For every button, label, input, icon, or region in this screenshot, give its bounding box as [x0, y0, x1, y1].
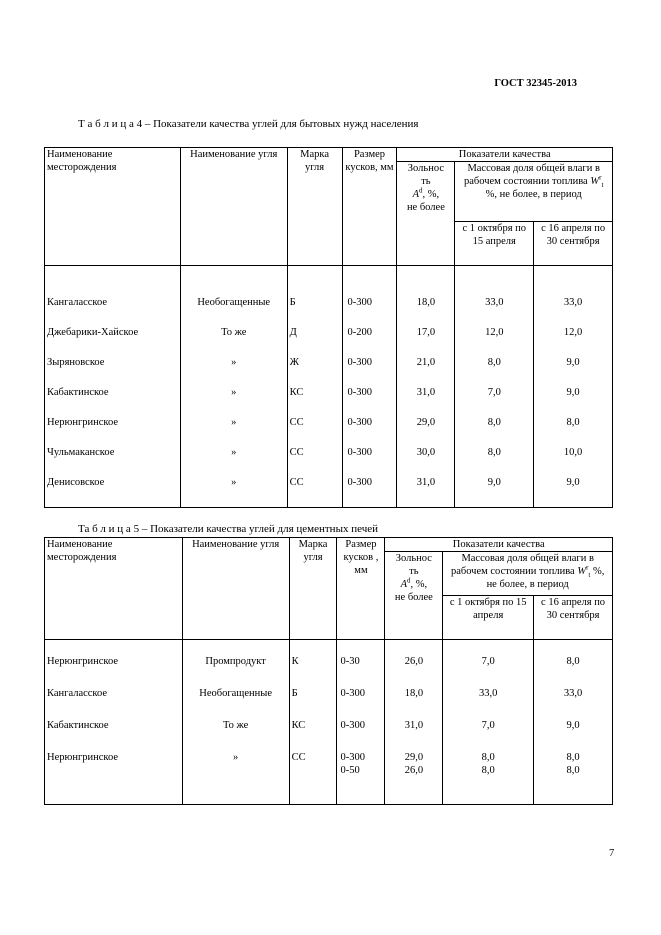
cell-value: » — [231, 417, 237, 428]
cell-m2 — [536, 476, 610, 506]
cell-value: » — [231, 387, 237, 398]
t5-header-period1: с 1 октября по 15 апреля — [443, 596, 534, 640]
cell-value: 31,0 — [416, 477, 436, 488]
cell-grade — [290, 416, 340, 446]
cell-coal — [183, 386, 285, 416]
cell-coal — [183, 326, 285, 356]
document-code: ГОСТ 32345-2013 — [494, 78, 577, 89]
cell-value: 31,0 — [404, 720, 424, 731]
t5-col-m1 — [443, 640, 534, 805]
cell-grade — [292, 751, 335, 783]
cell-m1 — [457, 296, 531, 326]
cell-value: К — [291, 656, 299, 667]
t5-header-period2: с 16 апреля по 30 сентября — [534, 596, 613, 640]
cell-value: 18,0 — [404, 688, 424, 699]
cell-value: Джебарики-Хайское — [47, 327, 139, 338]
cell-value: Б — [289, 297, 296, 308]
t5-header-ash: Зольнос ть $A^d$, %, не более — [385, 552, 443, 640]
cell-size — [348, 476, 395, 506]
cell-value: 8,0 — [566, 765, 580, 776]
cell-deposit — [47, 655, 180, 687]
cell-value: Ж — [289, 357, 300, 368]
cell-ash — [399, 476, 452, 506]
cell-grade — [290, 296, 340, 326]
cell-deposit — [47, 446, 178, 476]
cell-value: 12,0 — [563, 327, 583, 338]
cell-value: 26,0 — [404, 765, 424, 776]
cell-value: 8,0 — [487, 417, 501, 428]
table5 — [44, 537, 613, 805]
cell-value: То же — [222, 720, 249, 731]
t4-col-ash — [397, 266, 455, 508]
t5-col-coal — [182, 640, 289, 805]
cell-size — [348, 446, 395, 476]
cell-size — [340, 687, 382, 719]
cell-grade — [290, 356, 340, 386]
cell-value: 10,0 — [563, 447, 583, 458]
cell-value: » — [231, 357, 237, 368]
t5-header-quality: Показатели качества — [385, 538, 613, 552]
cell-value: 29,0 — [416, 417, 436, 428]
t4-header-quality: Показатели качества — [397, 148, 613, 162]
cell-value: 12,0 — [485, 327, 504, 338]
t4-header-grade: Марка угля — [287, 148, 342, 266]
cell-ash — [387, 751, 440, 783]
cell-value: Д — [289, 327, 297, 338]
t4-header-coal: Наименование угля — [180, 148, 287, 266]
cell-ash — [399, 416, 452, 446]
cell-m1 — [445, 655, 531, 687]
table5-caption-text: – Показатели качества углей для цементных печей — [139, 523, 379, 535]
cell-m2 — [536, 326, 610, 356]
cell-value: 0-300 — [347, 387, 373, 398]
cell-value: 7,0 — [481, 656, 495, 667]
t5-header-size: Размер кусков , мм — [337, 538, 385, 640]
cell-deposit — [47, 356, 178, 386]
cell-grade — [290, 446, 340, 476]
cell-m2 — [536, 296, 610, 326]
cell-size — [348, 326, 395, 356]
cell-value: 8,0 — [481, 752, 495, 763]
table5-caption — [78, 523, 378, 535]
cell-value: Кангаласское — [47, 297, 108, 308]
cell-deposit — [47, 296, 178, 326]
cell-value: Необогащенные — [199, 688, 273, 699]
page-number: 7 — [609, 848, 615, 859]
cell-grade — [292, 719, 335, 751]
cell-value: СС — [289, 447, 304, 458]
cell-coal — [185, 687, 287, 719]
cell-value: » — [231, 477, 237, 488]
cell-value: Кангаласское — [47, 688, 108, 699]
cell-value: 0-30 — [340, 656, 360, 667]
cell-value: 0-300 — [347, 297, 373, 308]
cell-ash — [399, 446, 452, 476]
t4-header-period2: с 16 апреля по 30 сентября — [534, 222, 613, 266]
cell-size — [340, 719, 382, 751]
t4-header-moisture: Массовая доля общей влаги в рабочем состоянии топлива $W^r_t$ %, не более, в период — [455, 162, 613, 222]
cell-m2 — [536, 751, 610, 783]
cell-coal — [183, 296, 285, 326]
cell-coal — [183, 446, 285, 476]
cell-deposit — [47, 476, 178, 506]
cell-coal — [185, 751, 287, 783]
cell-value: Кабактинское — [47, 387, 109, 398]
cell-ash — [399, 296, 452, 326]
table4-caption-text: – Показатели качества углей для бытовых нужд населения — [142, 118, 419, 130]
cell-value: 9,0 — [566, 387, 580, 398]
cell-value: 33,0 — [485, 297, 504, 308]
t5-col-m2 — [534, 640, 613, 805]
cell-m1 — [445, 751, 531, 783]
cell-m1 — [457, 326, 531, 356]
cell-grade — [292, 655, 335, 687]
cell-value: СС — [289, 477, 304, 488]
cell-m1 — [445, 719, 531, 751]
cell-value: 33,0 — [563, 688, 583, 699]
cell-value: Необогащенные — [197, 297, 271, 308]
cell-m1 — [457, 446, 531, 476]
cell-ash — [399, 326, 452, 356]
t5-col-grade — [289, 640, 337, 805]
cell-value: 8,0 — [487, 447, 501, 458]
t5-header-moisture: Массовая доля общей влаги в рабочем состоянии топлива $W^r_t$ %, не более, в период — [443, 552, 613, 596]
cell-value: Нерюнгринское — [47, 752, 119, 763]
t4-header-deposit: Наименование месторождения — [45, 148, 181, 266]
t5-header-coal: Наименование угля — [182, 538, 289, 640]
cell-value: 0-300 — [347, 447, 373, 458]
cell-value: Нерюнгринское — [47, 417, 119, 428]
cell-deposit — [47, 326, 178, 356]
table4-caption — [78, 118, 418, 130]
cell-m2 — [536, 719, 610, 751]
cell-value: » — [233, 752, 239, 763]
cell-value: 8,0 — [566, 417, 580, 428]
cell-value: 33,0 — [563, 297, 583, 308]
cell-value: КС — [289, 387, 304, 398]
cell-m2 — [536, 655, 610, 687]
t4-col-deposit — [45, 266, 181, 508]
cell-ash — [387, 655, 440, 687]
cell-coal — [183, 416, 285, 446]
cell-value: 33,0 — [479, 688, 498, 699]
cell-value: Б — [291, 688, 298, 699]
cell-value: Денисовское — [47, 477, 105, 488]
cell-deposit — [47, 687, 180, 719]
cell-m1 — [457, 386, 531, 416]
cell-value: 29,0 — [404, 752, 424, 763]
cell-value: Зыряновское — [47, 357, 105, 368]
cell-value: 21,0 — [416, 357, 436, 368]
cell-value: 8,0 — [566, 656, 580, 667]
cell-coal — [183, 476, 285, 506]
table5-caption-prefix: Та б л и ц а 5 — [78, 523, 140, 535]
cell-m1 — [457, 476, 531, 506]
cell-value: 0-300 — [347, 417, 373, 428]
t5-col-size — [337, 640, 385, 805]
cell-value: 0-300 — [340, 720, 365, 731]
cell-value: 0-300 — [347, 357, 373, 368]
cell-m2 — [536, 687, 610, 719]
t5-header-grade: Марка угля — [289, 538, 337, 640]
cell-coal — [185, 719, 287, 751]
t4-header-size: Размер кусков, мм — [342, 148, 397, 266]
cell-m2 — [536, 416, 610, 446]
cell-deposit — [47, 386, 178, 416]
cell-size — [348, 416, 395, 446]
cell-value: 0-300 — [340, 752, 365, 763]
cell-grade — [292, 687, 335, 719]
cell-value: 0-300 — [340, 688, 365, 699]
cell-value: 31,0 — [416, 387, 436, 398]
cell-coal — [185, 655, 287, 687]
cell-value: 17,0 — [416, 327, 436, 338]
cell-m2 — [536, 356, 610, 386]
cell-value: 0-300 — [347, 477, 373, 488]
cell-value: 8,0 — [487, 357, 501, 368]
cell-size — [348, 356, 395, 386]
cell-m2 — [536, 386, 610, 416]
t4-header-period1: с 1 октября по 15 апреля — [455, 222, 534, 266]
cell-value: 9,0 — [566, 357, 580, 368]
cell-value: 0-50 — [340, 765, 360, 776]
table4-caption-prefix: Т а б л и ц а 4 — [78, 118, 143, 130]
cell-deposit — [47, 719, 180, 751]
t4-col-m1 — [455, 266, 534, 508]
cell-value: 30,0 — [416, 447, 436, 458]
cell-value: 7,0 — [481, 720, 495, 731]
cell-value: КС — [291, 720, 306, 731]
cell-value: Нерюнгринское — [47, 656, 119, 667]
cell-value: СС — [289, 417, 304, 428]
cell-deposit — [47, 416, 178, 446]
cell-coal — [183, 356, 285, 386]
cell-size — [348, 296, 395, 326]
t5-col-ash — [385, 640, 443, 805]
t4-col-grade — [287, 266, 342, 508]
cell-value: Чульмаканское — [47, 447, 115, 458]
t5-header-deposit: Наименование месторождения — [45, 538, 183, 640]
cell-value: СС — [291, 752, 306, 763]
cell-value: 26,0 — [404, 656, 424, 667]
cell-value: » — [231, 447, 237, 458]
t4-col-size — [342, 266, 397, 508]
cell-value: 7,0 — [487, 387, 501, 398]
cell-value: 18,0 — [416, 297, 436, 308]
cell-grade — [290, 326, 340, 356]
cell-value: 0-200 — [347, 327, 373, 338]
cell-ash — [387, 719, 440, 751]
cell-m1 — [445, 687, 531, 719]
table4 — [44, 147, 613, 508]
cell-m2 — [536, 446, 610, 476]
cell-ash — [399, 386, 452, 416]
cell-size — [348, 386, 395, 416]
cell-value: 8,0 — [566, 752, 580, 763]
cell-value: Промпродукт — [205, 656, 266, 667]
cell-value: 9,0 — [566, 477, 580, 488]
cell-m1 — [457, 416, 531, 446]
cell-value: 9,0 — [487, 477, 501, 488]
cell-m1 — [457, 356, 531, 386]
cell-ash — [387, 687, 440, 719]
cell-value: То же — [221, 327, 247, 338]
cell-value: Кабактинское — [47, 720, 109, 731]
t4-col-coal — [180, 266, 287, 508]
cell-size — [340, 655, 382, 687]
t4-header-ash: Зольнос ть $A^d$, %, не более — [397, 162, 455, 266]
cell-grade — [290, 476, 340, 506]
cell-value: 8,0 — [481, 765, 495, 776]
t4-col-m2 — [534, 266, 613, 508]
t5-col-deposit — [45, 640, 183, 805]
cell-value: 9,0 — [566, 720, 580, 731]
cell-deposit — [47, 751, 180, 783]
cell-size — [340, 751, 382, 783]
cell-grade — [290, 386, 340, 416]
cell-ash — [399, 356, 452, 386]
